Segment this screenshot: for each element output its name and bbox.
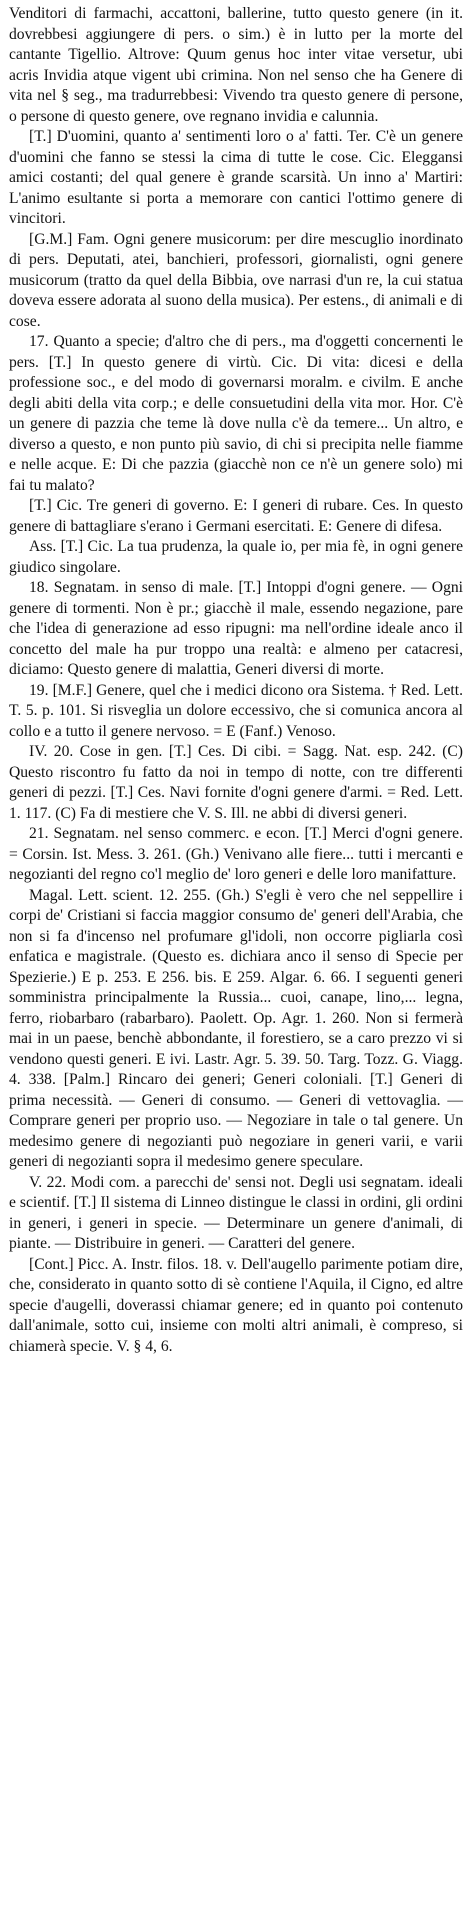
- paragraph-2: [T.] D'uomini, quanto a' sentimenti loro o a' fatti. Ter. C'è un genere d'uomini che fanno se stessi la cima di tutte le cose. Cic. Eleggansi amici costanti; del qual genere è grande scarsità. Un inno a' Martiri: L'animo esultante si porta a memorare con cantici l'ottimo genere di vincitori.: [9, 128, 463, 227]
- paragraph-13: [Cont.] Picc. A. Instr. filos. 18. v. Dell'augello parimente potiam dire, che, considerato in quanto sotto di sè contiene l'Aquila, il Cigno, ed altre specie d'augelli, doverassi chiamar genere; ed in quanto poi contenuto dall'animale, sotto cui, insieme con molti altri animali, è compreso, si chiamerà specie. V. § 4, 6.: [9, 1255, 463, 1355]
- paragraph-4: 17. Quanto a specie; d'altro che di pers., ma d'oggetti concernenti le pers. [T.] In questo genere di virtù. Cic. Di vita: dicesi e della professione soc., e del modo di governarsi moralm. e civilm. E anche degli abiti della vita corp.; e delle consuetudini della vita mor. Hor. C'è un genere di pazzia che teme là dove nulla c'è da temere... Un altro, e diverso a questo, e non punto più savio, di chi si precipita nelle fiamme e nelle acque. E: Di che pazzia (giacchè non ce n'è un genere solo) mi fai tu malato?: [9, 333, 463, 494]
- paragraph-10: 21. Segnatam. nel senso commerc. e econ. [T.] Merci d'ogni genere. = Corsin. Ist. Mess. 3. 261. (Gh.) Venivano alle fiere... tutti i mercanti e negozianti del regno co'l meglio de' loro generi e delle loro manifatture.: [9, 825, 463, 883]
- paragraph-12: V. 22. Modi com. a parecchi de' sensi not. Degli usi segnatam. ideali e scientif. [T.] Il sistema di Linneo distingue le classi in ordini, gli ordini in generi, i generi in specie. — Determinare un genere d'animali, di piante. — Distribuire in generi. — Caratteri del genere.: [9, 1173, 463, 1252]
- paragraph-11: Magal. Lett. scient. 12. 255. (Gh.) S'egli è vero che nel seppellire i corpi de' Cristiani si faccia maggior consumo de' generi dell'Arabia, che non si fa d'incenso nel profumare gl'idoli, non occorre pigliarla così enfatica e magistrale. (Questo es. dichiara anco il senso di Specie per Spezierie.) E p. 253. E 256. bis. E 259. Algar. 6. 66. I seguenti generi somministra principalmente la Russia... cuoi, canape, lino,... legna, ferro, riobarbaro (rabarbaro). Paolett. Op. Agr. 1. 260. Non si fermerà mai in un paese, benchè abbondante, il forestiero, se a caro prezzo vi si vendono questi generi. E ivi. Lastr. Agr. 5. 39. 50. Targ. Tozz. G. Viagg. 4. 338. [Palm.] Rincaro dei generi; Generi coloniali. [T.] Generi di prima necessità. — Generi di consumo. — Generi di vettovaglia. — Comprare generi per proprio uso. — Negoziare in tale o tal genere. Un medesimo genere di negozianti può negoziare in generi varii, e varii generi di negozianti sopra il medesimo genere speculare.: [9, 886, 463, 1170]
- paragraph-1: Venditori di farmachi, accattoni, ballerine, tutto questo genere (in it. dovrebbesi aggiungere di pers. o sim.) è in lutto per la morte del cantante Tigellio. Altrove: Quum genus hoc inter vitae versetur, ubi acris Invidia atque vigent ubi crimina. Non nel senso che ha Genere di vita nel § seg., ma tradurrebbesi: Vivendo tra questo genere di persone, o persone di questo genere, ove regnano invidia e calunnia.: [9, 5, 463, 125]
- paragraph-5: [T.] Cic. Tre generi di governo. E: I generi di rubare. Ces. In questo genere di battagliare s'erano i Germani esercitati. E: Genere di difesa.: [9, 497, 463, 535]
- paragraph-3: [G.M.] Fam. Ogni genere musicorum: per dire mescuglio inordinato di pers. Deputati, atei, banchieri, professori, giornalisti, ogni genere musicorum (tratto da quel della Bibbia, ove narrasi d'un re, la cui statua doveva essere adorata al suono della musica). Per estens., di animali e di cose.: [9, 230, 463, 330]
- paragraph-9: IV. 20. Cose in gen. [T.] Ces. Di cibi. = Sagg. Nat. esp. 242. (C) Questo riscontro fu fatto da noi in tempo di notte, con tre differenti generi di pezzi. [T.] Ces. Navi fornite d'ogni genere d'armi. = Red. Lett. 1. 117. (C) Fa di mestiere che V. S. Ill. ne abbi di diversi generi.: [9, 743, 463, 822]
- paragraph-7: 18. Segnatam. in senso di male. [T.] Intoppi d'ogni genere. — Ogni genere di tormenti. Non è pr.; giacchè il male, essendo negazione, pare che l'idea di generazione ad esso ripugni: ma nell'ordine ideale anco il concetto del male ha pur troppo una realtà: e almeno per catacresi, diciamo: Questo genere di malattia, Generi diversi di morte.: [9, 579, 463, 678]
- paragraph-8: 19. [M.F.] Genere, quel che i medici dicono ora Sistema. † Red. Lett. T. 5. p. 101. Si risveglia un dolore eccessivo, che si comunica ancora al collo e a tutto il genere nervoso. = E (Fanf.) Venoso.: [9, 681, 463, 740]
- paragraph-6: Ass. [T.] Cic. La tua prudenza, la quale io, per mia fè, in ogni genere giudico singolare.: [9, 538, 463, 576]
